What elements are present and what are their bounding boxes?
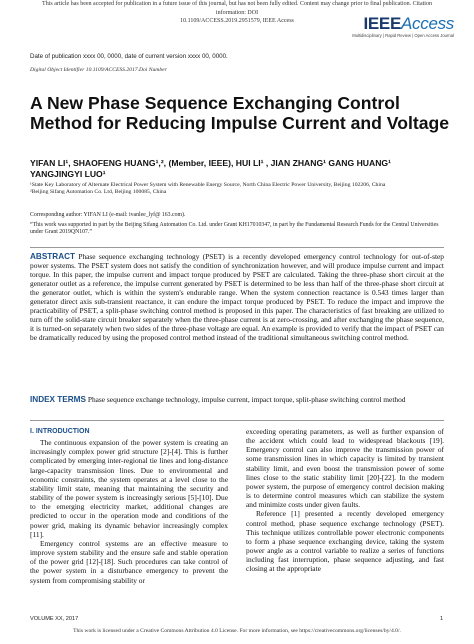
publication-dates: Date of publication xxxx 00, 0000, date of current version xxxx 00, 0000. [30,53,228,60]
intro-paragraph-4: Reference [1] presented a recently developed emergency control method, phase sequence exchange technology (PSET). This technique utilizes controllable power electronic components to form a phase sequence exchanging device, taking the system power angle as a control variable to realize a series of functions including fast interruption, phase sequence adjusting, and fast closing at the appropriate [246,509,444,574]
logo-product: Access [401,14,454,33]
affiliation-2: ²Beijing Sifang Automation Co. Ltd, Beijing 100085, China [30,189,167,196]
footer-volume: VOLUME XX, 2017 [30,616,79,622]
author-list: YIFAN LI¹, SHAOFENG HUANG¹,², (Member, IEEE), HUI LI¹ , JIAN ZHANG¹ GANG HUANG¹ YANGJINGYI LUO¹ [30,158,391,179]
ieee-access-logo [352,14,454,38]
abstract-text: Phase sequence exchanging technology (PSET) is a recently developed emergency control technology for out-of-step power systems. The PSET system does not satisfy the condition of synchronization however, and will produce impulse current and impact torque. In this paper, the impulse current and impact torque produced by PSET are calculated. Taking the three-phase short circuit at the generator outlet as a reference, the impulse current generated by PSET is determined to be less than half of the three-phase short circuit at the generator outlet, which is within the system's endurable range. When the system connection reactance is 0.543 times larger than generator direct axis sub-transient reactance, it can endure the impact torque produced by PSET. To reduce the impact and improve the practicability of PSET, a split-phase switching control method is proposed in this paper. The characteristics of fast breaking are utilized to turn off the solid-state circuit breaker separately when the three-phase current is at zero-crossing, and after exchanging the phase sequence, it is turned-on separately when two sides of the three-phase voltage are equal. An example is provided to verify that the impact of PSET can be dramatically reduced by using the proposed control method instead of the traditional simultaneous switching control method. [30,252,444,342]
logo-wordmark [352,14,454,34]
section-heading-introduction: I. INTRODUCTION [30,428,90,435]
abstract-block [30,252,444,342]
logo-brand: IEEE [363,14,401,33]
divider-top [30,247,444,248]
affiliation-1: ¹State Key Laboratory of Alternate Electrical Power System with Renewable Energy Source, North China Electric Power University, Beijing 102206, China [30,182,386,188]
right-column [246,427,444,574]
left-column [30,427,228,585]
banner-line-1: This article has been accepted for publication in a future issue of this journal, but has not been fully edited. Content may change prior to final publication. Citation information: DOI [42,1,432,16]
banner-line-2: 10.1109/ACCESS.2019.2951579, IEEE Access [180,18,294,24]
footer-page-number: 1 [440,616,444,622]
doi-line: Digital Object Identifier 10.1109/ACCESS.2017.Doi Number [30,67,167,73]
logo-tagline: Multidisciplinary | Rapid Review | Open Access Journal [352,33,454,38]
paper-title: A New Phase Sequence Exchanging Control Method for Reducing Impulse Current and Voltage [30,93,450,133]
intro-paragraph-1: The continuous expansion of the power system is creating an increasingly complex power grid structure [2]-[4]. This is further complicated by emerging inter-regional tie lines and long-distance large-capacity transmission lines. Due to environmental and economic constraints, the system operates at a level close to the stability limit state, meaning that maintaining the security and stability of the power system is increasingly serious [5]-[10]. Due to the emerging electricity market, additional changes are predicted to occur in the operation mode and conditions of the power grid, making its dynamic behavior increasingly complex [11]. [30,438,228,539]
index-terms-block [30,395,444,404]
index-terms-text: Phase sequence exchange technology, impulse current, impact torque, split-phase switching control method [87,395,406,404]
intro-paragraph-2: Emergency control systems are an effective measure to improve system stability and the ensure safe and stable operation of the power grid [12]-[18]. Such procedures can take control of the power system in a disturbance emergency to prevent the system from compromising stability or [30,538,228,585]
affiliations [30,182,440,197]
funding-note: “This work was supported in part by the Beijing Sifang Automation Co. Ltd. under Grant KH17010347, in part by the Fundamental Research Funds for the Central Universities under Grant 2019QN107.” [30,222,439,236]
intro-paragraph-3: exceeding operating parameters, as well as further expansion of the accident which could lead to widespread blackouts [19]. Emergency control can also improve the transmission power of some transmission lines in which capacity is limited by transient stability limit, and even boost the transmission power of some lines close to the static stability limit [20]-[22]. In the modern power system, the purpose of emergency control decision making is to determine control measures which can stabilize the system and minimize costs under given faults. [246,427,444,510]
corresponding-author: Corresponding author: YIFAN LI (e-mail: ivanlee_lyf@ 163.com). [30,212,186,218]
abstract-heading: ABSTRACT [30,252,76,261]
divider-bottom [30,420,444,421]
index-terms-heading: INDEX TERMS [30,395,86,404]
license-notice: This work is licensed under a Creative Commons Attribution 4.0 License. For more information, see https://creativecommons.org/licenses/by/4.0/. [73,628,401,634]
